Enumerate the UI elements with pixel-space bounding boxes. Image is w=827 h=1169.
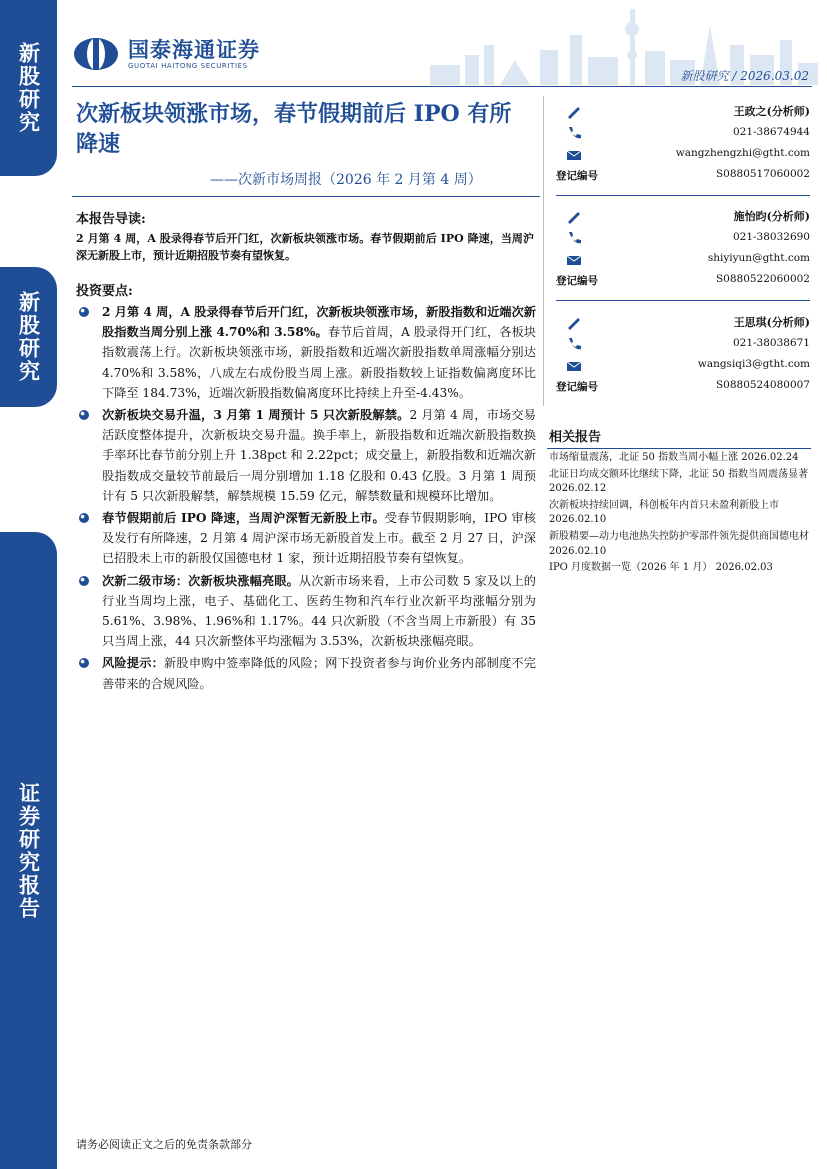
email-icon — [566, 147, 582, 161]
analyst-email[interactable]: shiyiyun@gtht.com — [707, 252, 810, 264]
points-list — [74, 302, 536, 696]
point-text: 春节后首周，A 股录得开门红，各板块指数震荡上行。次新板块领涨市场，新股指数和近端次新股指数单周涨幅分别达 4.70%和 3.58%，八成左右成份股当周上涨。新股指数较上证指数偏离度环比下降至 184.73%，近端次新股指数偏离度环比持续上升至-4.43%。 — [102, 325, 536, 400]
pen-icon — [566, 105, 582, 119]
breadcrumb-category: 新股研究 — [680, 69, 729, 83]
breadcrumb — [681, 67, 809, 84]
email-icon — [566, 358, 582, 372]
point-bold: 2 月第 4 周，A 股录得春节后开门红，次新板块领涨市场，新股指数和近端次新股指数当周分别上涨 4.70%和 3.58%。 — [102, 305, 536, 340]
pen-icon — [566, 210, 582, 224]
report-subtitle: ——次新市场周报（2026 年 2 月第 4 周） — [210, 172, 482, 188]
list-item — [74, 508, 536, 569]
report-date: 2026.03.02 — [740, 69, 809, 83]
analyst-reg-number: S0880517060002 — [715, 168, 810, 180]
analyst-card — [556, 103, 810, 187]
phone-icon — [566, 337, 582, 351]
header-divider — [72, 86, 812, 87]
sidebar-tab-top — [0, 0, 57, 176]
report-title: 次新板块领涨市场，春节假期前后 IPO 有所降速 — [76, 101, 512, 157]
bullet-icon — [78, 409, 90, 421]
logo-name-en: GUOTAI HAITONG SECURITIES — [128, 62, 248, 70]
related-report-link[interactable]: 新股精要—动力电池热失控防护零部件领先提供商国德电材 2026.02.10 — [549, 530, 809, 557]
column-divider — [543, 96, 544, 406]
related-divider — [547, 448, 811, 449]
pen-icon — [566, 316, 582, 330]
point-bold: 次新二级市场：次新板块涨幅亮眼。 — [102, 573, 299, 588]
analyst-reg-number: S0880522060002 — [715, 273, 810, 285]
analyst-name: 施怡昀(分析师) — [733, 210, 810, 223]
analyst-card — [556, 314, 810, 398]
bullet-icon — [78, 657, 90, 669]
list-item — [74, 405, 536, 506]
intro-text: 2 月第 4 周，A 股录得春节后开门红，次新板块领涨市场。春节假期前后 IPO 降速，当周沪深无新股上市，预计近期招股节奏有望恢复。 — [76, 232, 534, 262]
reg-label: 登记编号 — [556, 275, 598, 287]
sidebar-tab-bottom — [0, 532, 57, 1169]
point-bold: 风险提示： — [102, 656, 165, 671]
point-text: 2 月第 4 周，市场交易活跃度整体提升，次新板块交易升温。换手率上，新股指数和近端次新股指数换手率环比春节前分别上升 1.38pct 和 2.22pct；成交量上，新股指数和近端次新股指数成交量较节前最后一周分别增加 1.18 亿股和 0.43 亿股。3 月第 1 周预计有 5 只次新股解禁，解禁规模 15.59 亿元，解禁数量和规模环比增加。 — [102, 408, 537, 503]
point-bold: 春节假期前后 IPO 降速，当周沪深暂无新股上市。 — [102, 511, 385, 526]
point-text: 受春节假期影响，IPO 审核及发行有所降速，2 月第 4 周沪深市场无新股首发上市。截至 2 月 27 日，沪深已招股未上市的新股仅国德电材 1 家，预计近期招股节奏有望恢复。 — [102, 511, 536, 566]
list-item — [74, 571, 536, 652]
breadcrumb-separator: / — [732, 69, 737, 83]
email-icon — [566, 252, 582, 266]
analyst-phone: 021-38674944 — [732, 126, 810, 138]
related-report-link[interactable]: 次新板块持续回调，科创板年内首只未盈利新股上市 2026.02.10 — [549, 499, 779, 526]
point-text: 从次新市场来看，上市公司数 5 家及以上的行业当周均上涨，电子、基础化工、医药生物和汽车行业次新平均涨幅分别为 5.61%、3.98%、1.96%和 1.17%。44 只次新股（不含当周上市新股）有 35 只当周上涨，44 只次新整体平均涨幅为 3.53%，次新板块涨幅亮眼。 — [102, 573, 536, 649]
related-report-link[interactable]: 北证日均成交额环比继续下降，北证 50 指数当周震荡显著 2026.02.12 — [549, 468, 809, 495]
analyst-divider — [556, 300, 810, 301]
title-divider — [72, 196, 540, 197]
related-heading: 相关报告 — [549, 430, 602, 445]
analyst-card — [556, 208, 810, 292]
analyst-phone: 021-38032690 — [732, 231, 810, 243]
sidebar-bottom-label: 证券研究报告 — [16, 781, 41, 920]
sidebar — [0, 0, 57, 1169]
related-report-link[interactable]: IPO 月度数据一览（2026 年 1 月） 2026.02.03 — [549, 562, 773, 574]
logo-name-cn: 国泰海通证券 — [128, 38, 260, 62]
reg-label: 登记编号 — [556, 170, 598, 182]
intro-heading: 本报告导读: — [76, 212, 146, 227]
sidebar-tab-mid — [0, 267, 57, 407]
list-item — [74, 653, 536, 693]
analyst-name: 王政之(分析师) — [733, 105, 810, 118]
phone-icon — [566, 231, 582, 245]
points-heading: 投资要点: — [76, 284, 133, 299]
sidebar-mid-label: 新股研究 — [16, 291, 41, 383]
analyst-name: 王思琪(分析师) — [733, 316, 810, 329]
sidebar-top-label: 新股研究 — [16, 42, 41, 134]
analyst-divider — [556, 195, 810, 196]
reg-label: 登记编号 — [556, 381, 598, 393]
brand-logo — [72, 36, 260, 72]
bullet-icon — [78, 306, 90, 318]
analyst-email[interactable]: wangzhengzhi@gtht.com — [675, 147, 810, 159]
bullet-icon — [78, 512, 90, 524]
analyst-phone: 021-38038671 — [732, 337, 810, 349]
related-report-link[interactable]: 市场缩量震荡，北证 50 指数当周小幅上涨 2026.02.24 — [549, 452, 799, 463]
point-bold: 次新板块交易升温，3 月第 1 周预计 5 只次新股解禁。 — [102, 408, 410, 423]
disclaimer-footer: 请务必阅读正文之后的免责条款部分 — [76, 1138, 252, 1151]
analyst-email[interactable]: wangsiqi3@gtht.com — [697, 358, 810, 370]
phone-icon — [566, 126, 582, 140]
logo-mark-icon — [72, 36, 120, 72]
list-item — [74, 302, 536, 403]
bullet-icon — [78, 575, 90, 587]
related-reports — [547, 426, 811, 578]
analyst-reg-number: S0880524080007 — [715, 379, 810, 391]
point-text: 新股申购中签率降低的风险；网下投资者参与询价业务内部制度不完善带来的合规风险。 — [102, 656, 536, 691]
